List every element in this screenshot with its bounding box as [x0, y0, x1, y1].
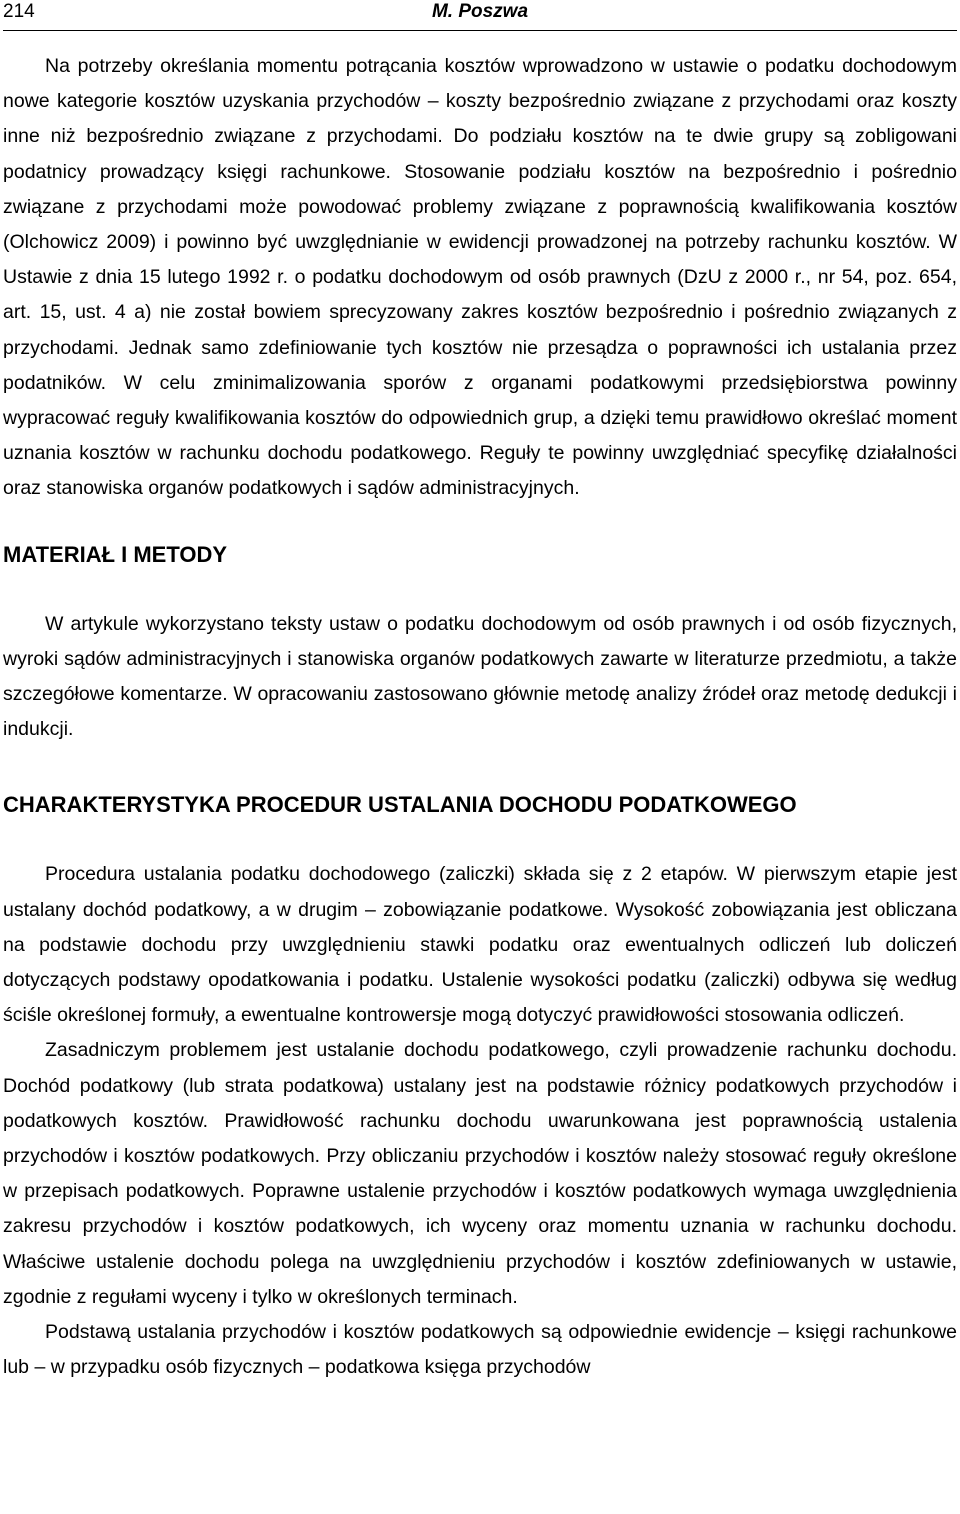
section-heading-methods: MATERIAŁ I METODY	[3, 541, 228, 567]
procedure-paragraph-2: Zasadniczym problemem jest ustalanie dochodu podatkowego, czyli prowadzenie rachunku dochodu. Dochód podatkowy (lub strata podatkowa) ustalany jest na podstawie różnicy podatkowych przychodów i podatkowych kosztów. Prawidłowość rachunku dochodu uwarunkowana jest poprawnością ustalenia przychodów i kosztów podatkowych. Przy obliczaniu przychodów i kosztów należy stosować reguły określone w przepisach podatkowych. Poprawne ustalenie przychodów i kosztów podatkowych wymaga uwzględnienia zakresu przychodów i kosztów podatkowych, ich wyceny oraz momentu uznania w rachunku dochodu. Właściwe ustalenie dochodu polega na uwzględnieniu przychodów i kosztów zdefiniowanych w ustawie, zgodnie z regułami wyceny i tylko w określonych terminach.	[3, 1039, 957, 1308]
document-page	[3, 0, 957, 1386]
methods-paragraph: W artykule wykorzystano teksty ustaw o podatku dochodowym od osób prawnych i od osób fizycznych, wyroki sądów administracyjnych i stanowiska organów podatkowych zawarte w literaturze przedmiotu, a także szczegółowe komentarze. W opracowaniu zastosowano głównie metodę analizy źródeł oraz metodę dedukcji i indukcji.	[3, 612, 957, 741]
section-heading-procedure: CHARAKTERYSTYKA PROCEDUR USTALANIA DOCHODU PODATKOWEGO	[3, 792, 797, 818]
procedure-paragraph-3: Podstawą ustalania przychodów i kosztów podatkowych są odpowiednie ewidencje – księgi rachunkowe lub – w przypadku osób fizycznych – podatkowa księga przychodów	[3, 1321, 957, 1379]
running-title: M. Poszwa	[431, 1, 529, 22]
page-number: 214	[3, 1, 35, 22]
intro-paragraph: Na potrzeby określania momentu potrącania kosztów wprowadzono w ustawie o podatku dochodowym nowe kategorie kosztów uzyskania przychodów – koszty bezpośrednio związane z przychodami oraz koszty inne niż bezpośrednio związane z przychodami. Do podziału kosztów na te dwie grupy są zobligowani podatnicy prowadzący księgi rachunkowe. Stosowanie podziału kosztów na bezpośrednio i pośrednio związane z przychodami może powodować problemy związane z poprawnością kwalifikowania kosztów (Olchowicz 2009) i powinno być uwzględnianie w ewidencji prowadzonej na potrzeby rachunku kosztów. W Ustawie z dnia 15 lutego 1992 r. o podatku dochodowym od osób prawnych (DzU z 2000 r., nr 54, poz. 654, art. 15, ust. 4 a) nie został bowiem sprecyzowany zakres kosztów bezpośrednio i pośrednio związanych z przychodami. Jednak samo zdefiniowanie tych kosztów nie przesądza o poprawności ich ustalania przez podatników. W celu zminimalizowania sporów z organami podatkowymi przedsiębiorstwa powinny wypracować reguły kwalifikowania kosztów do odpowiednich grup, a dzięki temu prawidłowo określać moment uznania kosztów w rachunku dochodu podatkowego. Reguły te powinny uwzględniać specyfikę działalności oraz stanowiska organów podatkowych i sądów administracyjnych.	[3, 55, 957, 500]
procedure-paragraph-1: Procedura ustalania podatku dochodowego (zaliczki) składa się z 2 etapów. W pierwszym etapie jest ustalany dochód podatkowy, a w drugim – zobowiązanie podatkowe. Wysokość zobowiązania jest obliczana na podstawie dochodu przy uwzględnieniu stawki podatku oraz ewentualnych odliczeń lub doliczeń dotyczących podstawy opodatkowania i podatku. Ustalenie wysokości podatku (zaliczki) odbywa się według ściśle określonej formuły, a ewentualne kontrowersje mogą dotyczyć prawidłowości stosowania odliczeń.	[3, 863, 957, 1027]
running-header	[3, 0, 957, 31]
